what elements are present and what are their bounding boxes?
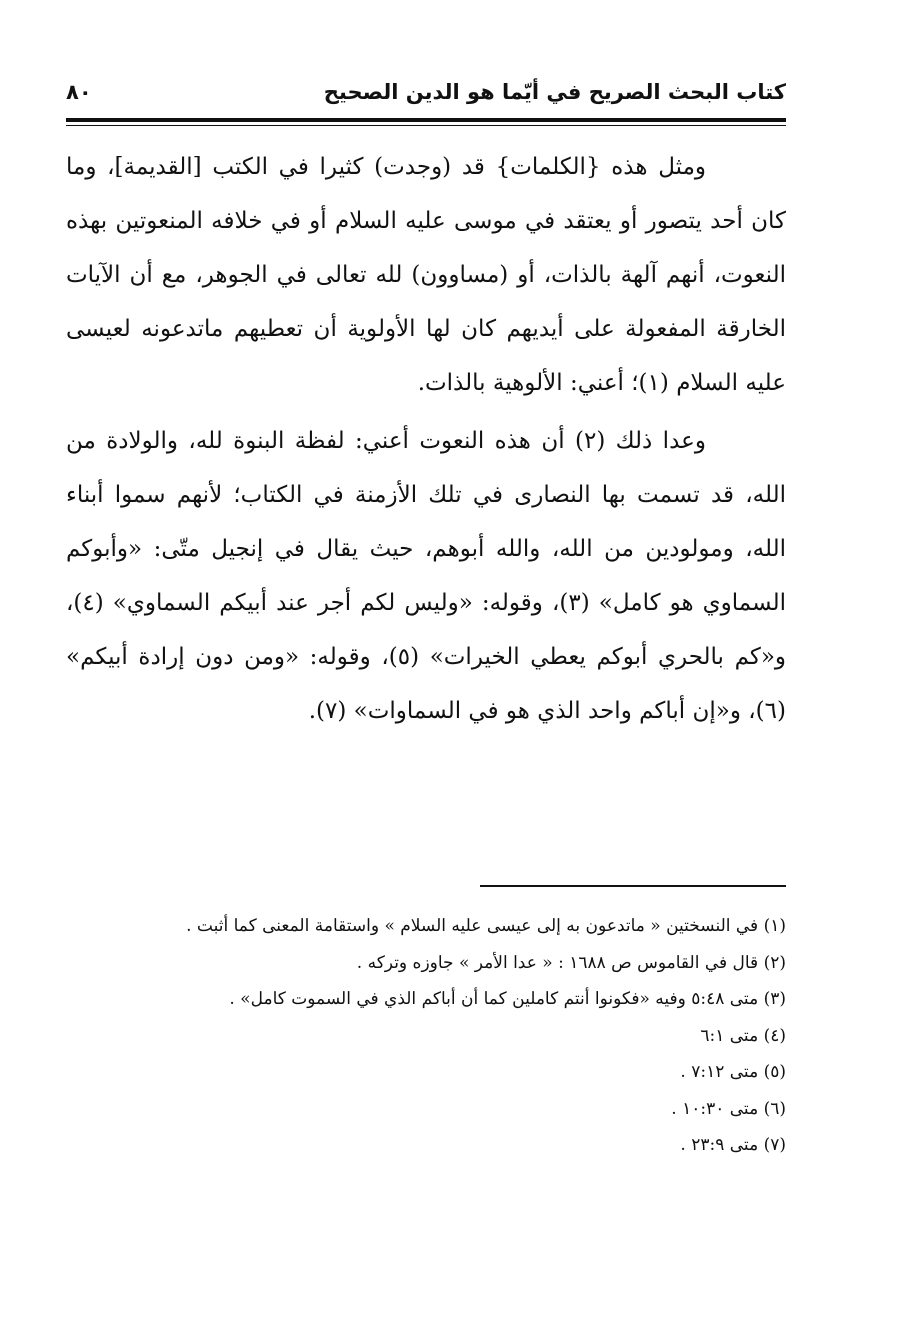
page-number: ٨٠ <box>66 80 92 104</box>
footnote-2: (٢) قال في القاموس ص ١٦٨٨ : « عدا الأمر » جاوزه وتركه . <box>356 952 786 973</box>
footnote-1: (١) في النسختين « ماتدعون به إلى عيسى عليه السلام » واستقامة المعنى كما أثبت . <box>186 916 786 936</box>
footnote-separator <box>480 885 786 887</box>
footnotes <box>66 908 786 1164</box>
running-header <box>66 80 786 116</box>
footnote-5: (٥) متى ٧:١٢ . <box>680 1062 786 1082</box>
footnote-6: (٦) متى ١٠:٣٠ . <box>671 1098 786 1119</box>
header-rule-thin <box>66 125 786 126</box>
footnote-4: (٤) متى ٦:١ <box>700 1025 786 1046</box>
paragraph-2: وعدا ذلك (٢) أن هذه النعوت أعني: لفظة البنوة لله، والولادة من الله، قد تسمت بها النصارى في تلك الأزمنة في الكتاب؛ لأنهم سموا أبناء الله، ومولودين من الله، والله أبوهم، حيث يقال في إنجيل متّى: «وأبوكم السماوي هو كامل» (٣)، وقوله: «وليس لكم أجر عند أبيكم السماوي» (٤)، و«كم بالحري أبوكم يعطي الخيرات» (٥)، وقوله: «ومن دون إرادة أبيكم» (٦)، و«إن أباكم واحد الذي هو في السماوات» (٧). <box>66 428 787 724</box>
footnote-7: (٧) متى ٢٣:٩ . <box>680 1135 786 1155</box>
header-rule-thick <box>66 118 786 122</box>
footnote-3: (٣) متى ٥:٤٨ وفيه «فكونوا أنتم كاملين كما أن أباكم الذي في السموت كامل» . <box>229 989 786 1009</box>
paragraph-1: ومثل هذه {الكلمات} قد (وجدت) كثيرا في الكتب [القديمة]، وما كان أحد يتصور أو يعتقد في موسى عليه السلام أو في خلافه المنعوتين بهذه النعوت، أنهم آلهة بالذات، أو (مساوون) لله تعالى في الجوهر، مع أن الآيات الخارقة المفعولة على أيديهم كان لها الأولوية أن تعطيهم ماتدعونه لعيسى عليه السلام (١)؛ أعني: الألوهية بالذات. <box>66 154 786 396</box>
main-text <box>66 140 786 738</box>
book-title: كتاب البحث الصريح في أيّما هو الدين الصحيح <box>323 80 786 104</box>
